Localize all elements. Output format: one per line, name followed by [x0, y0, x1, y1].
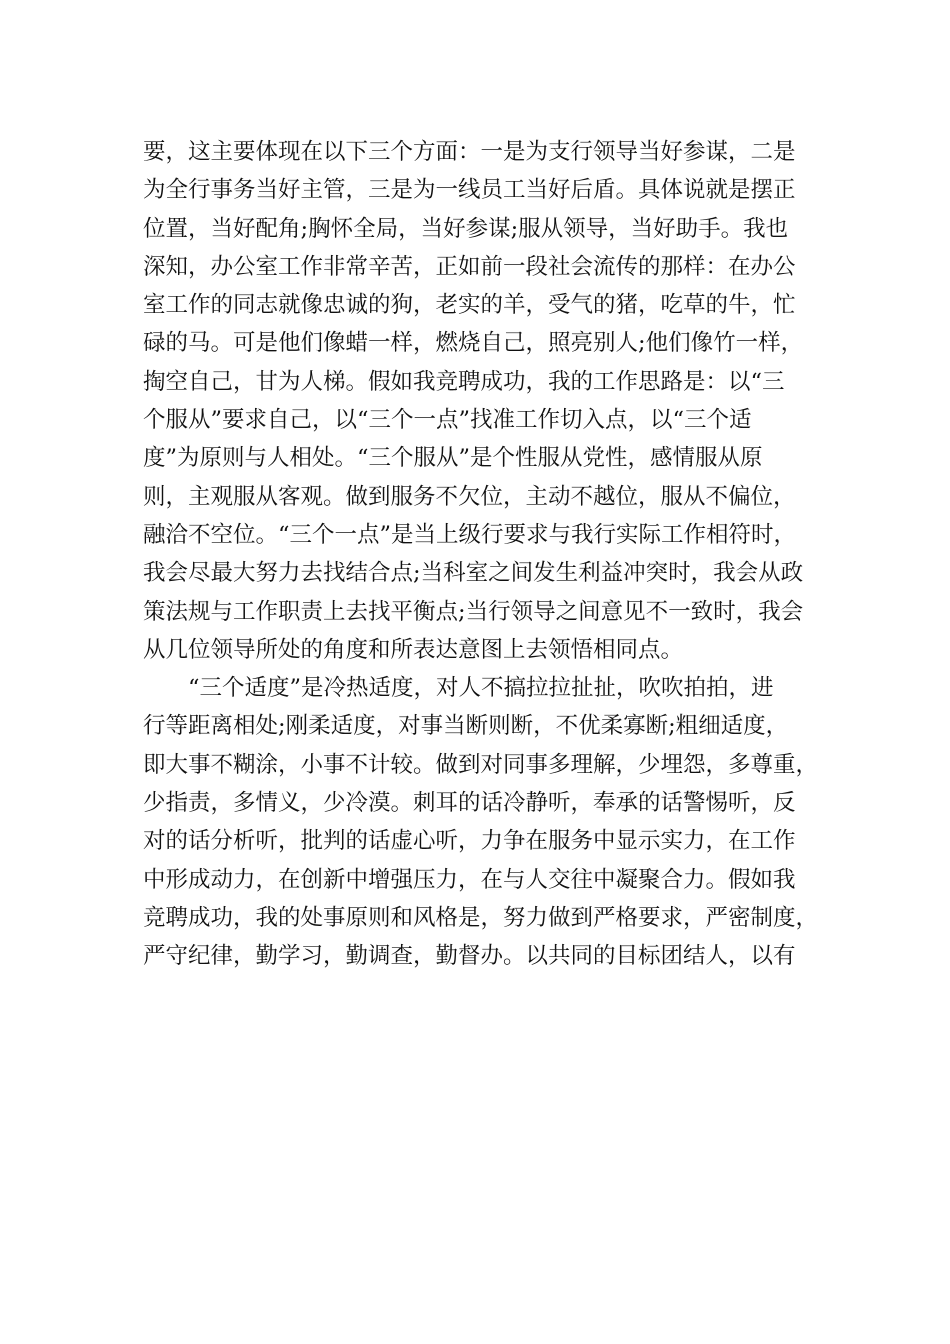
text-line: 位置，当好配角;胸怀全局，当好参谋;服从领导，当好助手。我也	[143, 215, 789, 242]
document-body	[143, 133, 823, 976]
text-line: 对的话分析听，批判的话虚心听，力争在服务中显示实力，在工作	[143, 828, 796, 855]
text-line: 则，主观服从客观。做到服务不欠位，主动不越位，服从不偏位，	[143, 483, 796, 510]
text-line: 碌的马。可是他们像蜡一样，燃烧自己，照亮别人;他们像竹一样，	[143, 330, 804, 357]
text-line: 从几位领导所处的角度和所表达意图上去领悟相同点。	[143, 636, 684, 663]
text-line: 深知，办公室工作非常辛苦，正如前一段社会流传的那样：在办公	[143, 253, 796, 280]
text-line: 即大事不糊涂，小事不计较。做到对同事多理解，少埋怨，多尊重，	[143, 751, 819, 778]
text-line: 要，这主要体现在以下三个方面：一是为支行领导当好参谋，二是	[143, 139, 796, 165]
text-line: 掏空自己，甘为人梯。假如我竞聘成功，我的工作思路是：以“三	[143, 368, 785, 395]
text-line: 室工作的同志就像忠诚的狗，老实的羊，受气的猪，吃草的牛，忙	[143, 292, 796, 319]
text-line: 竞聘成功，我的处事原则和风格是，努力做到严格要求，严密制度，	[143, 904, 819, 931]
text-line: 少指责，多情义，少冷漠。刺耳的话冷静听，奉承的话警惕听，反	[143, 790, 796, 817]
text-line: 个服从”要求自己，以“三个一点”找准工作切入点，以“三个适	[143, 407, 752, 434]
text-line: 中形成动力，在创新中增强压力，在与人交往中凝聚合力。假如我	[143, 866, 796, 893]
text-line: 行等距离相处;刚柔适度，对事当断则断，不优柔寡断;粗细适度，	[143, 713, 789, 740]
text-line: 策法规与工作职责上去找平衡点;当行领导之间意见不一致时，我会	[143, 598, 804, 625]
text-line: 融洽不空位。“三个一点”是当上级行要求与我行实际工作相符时，	[143, 521, 797, 548]
text-line: 度”为原则与人相处。“三个服从”是个性服从党性，感情服从原	[143, 445, 763, 472]
text-line: 为全行事务当好主管，三是为一线员工当好后盾。具体说就是摆正	[143, 177, 796, 204]
text-line: 严守纪律，勤学习，勤调查，勤督办。以共同的目标团结人，以有	[143, 943, 796, 970]
paragraph-first-line: “三个适度”是冷热适度，对人不搞拉拉扯扯，吹吹拍拍，进	[188, 675, 774, 702]
text-line: 我会尽最大努力去找结合点;当科室之间发生利益冲突时，我会从政	[143, 560, 804, 587]
